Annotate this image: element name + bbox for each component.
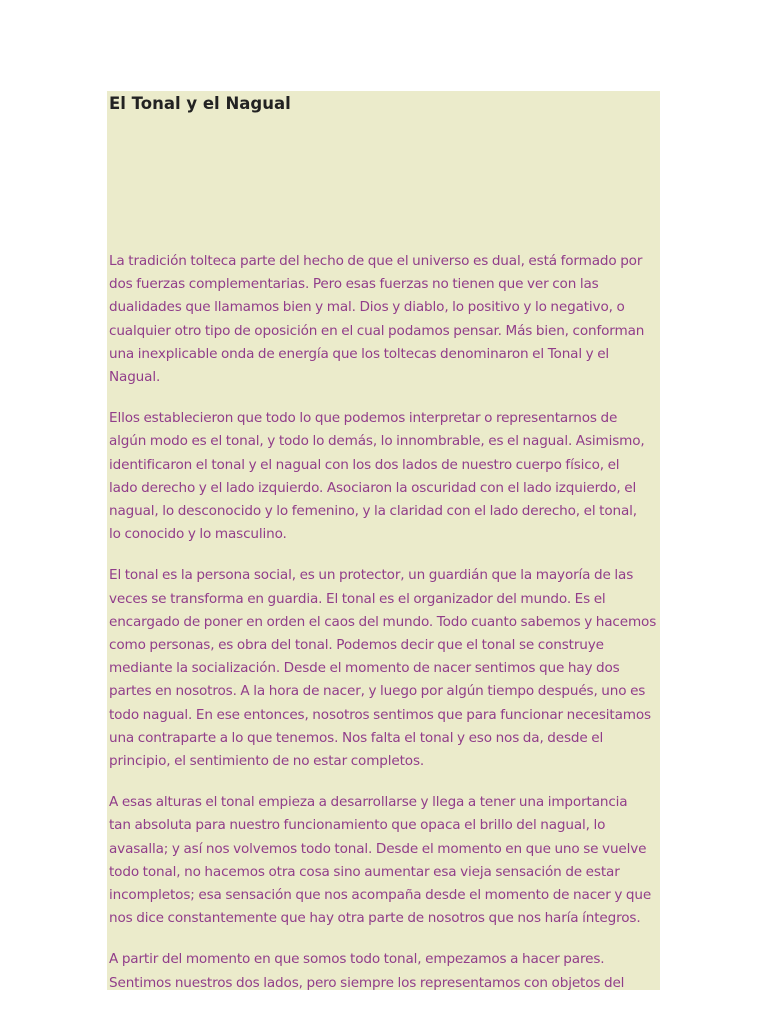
- article-title: El Tonal y el Nagual: [109, 94, 291, 113]
- paragraph: [109, 791, 658, 930]
- blank-space: [109, 115, 660, 250]
- paragraph: [109, 948, 658, 990]
- article-body: [109, 250, 660, 990]
- paragraph-line: cualquier otro tipo de oposición en el cual podamos pensar. Más bien, conforman: [109, 322, 645, 339]
- paragraph-line: como personas, es obra del tonal. Podemos decir que el tonal se construye: [109, 637, 604, 654]
- paragraph-line: una contraparte a lo que tenemos. Nos falta el tonal y eso nos da, desde el: [109, 729, 604, 746]
- paragraph: [109, 250, 658, 389]
- paragraph-line: Nagual.: [109, 369, 161, 386]
- paragraph-line: todo tonal, no hacemos otra cosa sino aumentar esa vieja sensación de estar: [109, 863, 620, 880]
- paragraph-line: dos fuerzas complementarias. Pero esas fuerzas no tienen que ver con las: [109, 276, 599, 293]
- paragraph-line: encargado de poner en orden el caos del mundo. Todo cuanto sabemos y hacemos: [109, 613, 657, 630]
- paragraph-line: A esas alturas el tonal empieza a desarrollarse y llega a tener una importancia: [109, 794, 628, 811]
- paragraph-line: Sentimos nuestros dos lados, pero siempre los representamos con objetos del: [109, 974, 625, 990]
- paragraph-line: tan absoluta para nuestro funcionamiento que opaca el brillo del nagual, lo: [109, 817, 606, 834]
- paragraph-line: partes en nosotros. A la hora de nacer, y luego por algún tiempo después, uno es: [109, 683, 646, 700]
- paragraph-line: El tonal es la persona social, es un protector, un guardián que la mayoría de las: [109, 567, 634, 584]
- paragraph-line: identificaron el tonal y el nagual con los dos lados de nuestro cuerpo físico, el: [109, 456, 620, 473]
- paragraph-line: todo nagual. En ese entonces, nosotros sentimos que para funcionar necesitamos: [109, 706, 651, 723]
- paragraph-line: principio, el sentimiento de no estar completos.: [109, 753, 425, 770]
- paragraph-line: A partir del momento en que somos todo tonal, empezamos a hacer pares.: [109, 951, 605, 968]
- paragraph-line: incompletos; esa sensación que nos acompaña desde el momento de nacer y que: [109, 887, 652, 904]
- paragraph-line: La tradición tolteca parte del hecho de que el universo es dual, está formado por: [109, 253, 643, 269]
- paragraph-line: nos dice constantemente que hay otra parte de nosotros que nos haría íntegros.: [109, 910, 641, 927]
- paragraph-line: mediante la socialización. Desde el momento de nacer sentimos que hay dos: [109, 660, 620, 677]
- article-container: [107, 91, 660, 990]
- paragraph: [109, 407, 658, 546]
- paragraph: [109, 564, 658, 773]
- paragraph-line: veces se transforma en guardia. El tonal es el organizador del mundo. Es el: [109, 590, 606, 607]
- paragraph-line: algún modo es el tonal, y todo lo demás, lo innombrable, es el nagual. Asimismo,: [109, 433, 645, 450]
- paragraph-line: avasalla; y así nos volvemos todo tonal. Desde el momento en que uno se vuelve: [109, 840, 647, 857]
- paragraph-line: nagual, lo desconocido y lo femenino, y la claridad con el lado derecho, el tonal,: [109, 503, 637, 520]
- paragraph-line: una inexplicable onda de energía que los toltecas denominaron el Tonal y el: [109, 345, 610, 362]
- paragraph-line: dualidades que llamamos bien y mal. Dios y diablo, lo positivo y lo negativo, o: [109, 299, 625, 316]
- paragraph-line: lo conocido y lo masculino.: [109, 526, 287, 543]
- paragraph-line: lado derecho y el lado izquierdo. Asociaron la oscuridad con el lado izquierdo, el: [109, 479, 637, 496]
- paragraph-line: Ellos establecieron que todo lo que podemos interpretar o representarnos de: [109, 410, 618, 427]
